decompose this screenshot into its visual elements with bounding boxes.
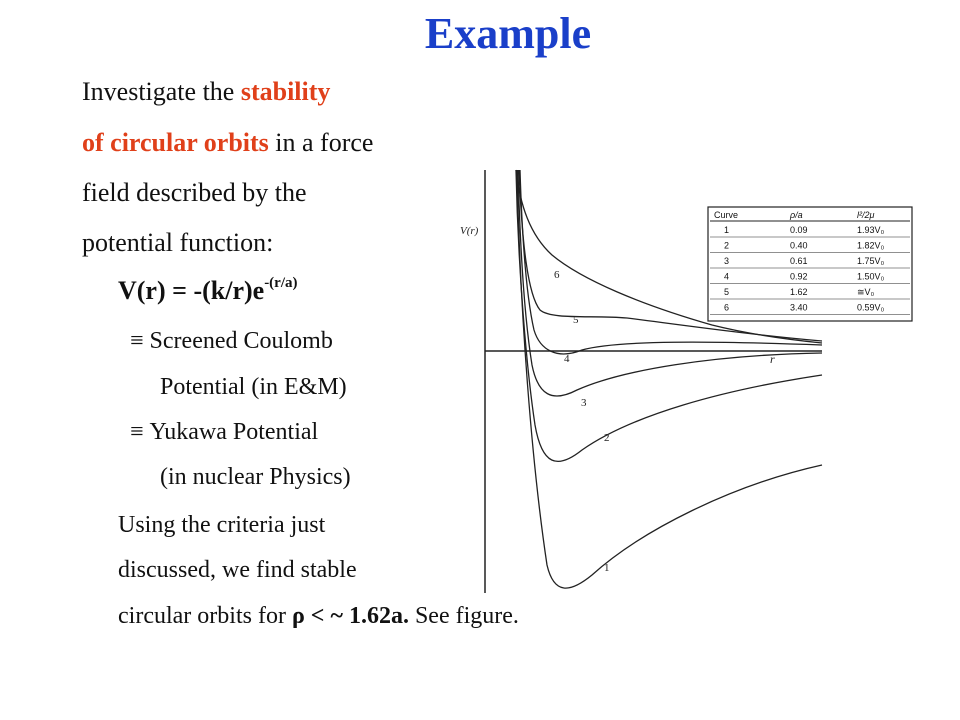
highlight-circular-orbits: of circular orbits bbox=[82, 128, 269, 157]
bullet-2-text: Yukawa Potential bbox=[149, 419, 319, 445]
y-axis-label: V(r) bbox=[460, 225, 479, 237]
text-line-2-plain: in a force bbox=[268, 128, 374, 157]
table-cell-r1-c3: 1.93V₀ bbox=[857, 225, 885, 235]
curve-label-1: 1 bbox=[604, 562, 610, 574]
table-cell-r2-c3: 1.82V₀ bbox=[857, 240, 885, 251]
bullet-yukawa bbox=[130, 419, 318, 446]
table-header-rho: ρ/a bbox=[790, 210, 803, 220]
table-cell-r2-c1: 2 bbox=[724, 240, 730, 251]
conclusion-line-1: Using the criteria just bbox=[118, 512, 326, 538]
curve-label-6: 6 bbox=[554, 269, 560, 281]
stability-condition: ρ < ~ 1.62a. bbox=[291, 603, 409, 629]
potential-curves-figure bbox=[452, 165, 932, 595]
table-cell-r2-c2: 0.40 bbox=[790, 240, 808, 251]
conclusion-line-3-post: See figure. bbox=[408, 603, 519, 629]
table-cell-r5-c3: ≅V₀ bbox=[857, 287, 875, 297]
table-cell-r4-c2: 0.92 bbox=[790, 271, 808, 282]
slide-title: Example bbox=[424, 9, 592, 58]
x-axis-label: r bbox=[770, 352, 775, 366]
table-cell-r5-c2: 1.62 bbox=[790, 287, 808, 297]
bullet-screened-coulomb bbox=[130, 328, 333, 355]
curve-label-3: 3 bbox=[581, 397, 587, 409]
table-cell-r6-c2: 3.40 bbox=[790, 302, 808, 313]
curve-label-2: 2 bbox=[604, 432, 610, 444]
conclusion-line-3-pre: circular orbits for bbox=[118, 603, 292, 629]
equiv-symbol: ≡ bbox=[130, 328, 144, 354]
equation-exponent: -(r/a) bbox=[264, 275, 298, 292]
table-header-l2: l²/2μ bbox=[857, 210, 875, 220]
highlight-stability: stability bbox=[240, 77, 331, 106]
bullet-2-continuation: (in nuclear Physics) bbox=[160, 464, 351, 490]
potential-equation bbox=[118, 276, 298, 306]
table-cell-r3-c2: 0.61 bbox=[790, 256, 808, 266]
text-line-4: potential function: bbox=[82, 228, 274, 257]
conclusion-line-3 bbox=[118, 603, 519, 630]
table-cell-r3-c3: 1.75V₀ bbox=[857, 256, 885, 266]
text-line-1-plain: Investigate the bbox=[82, 77, 241, 106]
bullet-1-continuation: Potential (in E&M) bbox=[160, 374, 347, 400]
equation-base: V(r) = -(k/r)e bbox=[118, 276, 265, 305]
curve-label-5: 5 bbox=[573, 314, 579, 326]
table-header-curve: Curve bbox=[714, 210, 739, 220]
table-cell-r5-c1: 5 bbox=[724, 287, 730, 297]
text-line-2 bbox=[82, 128, 373, 158]
text-line-3: field described by the bbox=[82, 178, 307, 207]
table-cell-r1-c1: 1 bbox=[724, 225, 730, 235]
curve-parameter-table bbox=[708, 207, 912, 321]
table-cell-r1-c2: 0.09 bbox=[790, 225, 808, 235]
curve-label-4: 4 bbox=[564, 353, 570, 365]
table-cell-r6-c3: 0.59V₀ bbox=[857, 302, 885, 313]
table-cell-r6-c1: 6 bbox=[724, 302, 730, 313]
table-cell-r4-c3: 1.50V₀ bbox=[857, 271, 885, 282]
text-line-1 bbox=[82, 77, 330, 107]
equiv-symbol: ≡ bbox=[130, 419, 144, 445]
conclusion-line-2: discussed, we find stable bbox=[118, 557, 357, 583]
table-cell-r4-c1: 4 bbox=[724, 271, 730, 282]
table-cell-r3-c1: 3 bbox=[724, 256, 730, 266]
bullet-1-text: Screened Coulomb bbox=[149, 328, 333, 354]
